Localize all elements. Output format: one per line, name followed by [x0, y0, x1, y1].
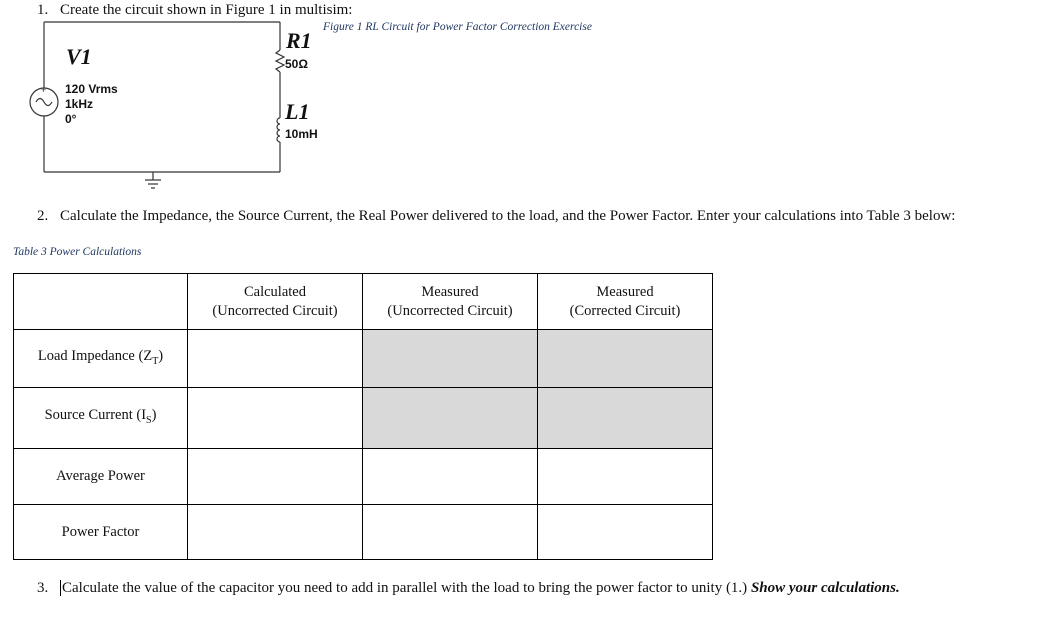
row-label-load-impedance: Load Impedance $(Z_T)$ — [14, 330, 188, 388]
question-2-number: 2. — [37, 208, 49, 224]
table-caption: Table 3 Power Calculations — [13, 246, 142, 258]
cell-impedance-measured-corrected — [538, 330, 713, 388]
figure-caption: Figure 1 RL Circuit for Power Factor Correction Exercise — [323, 21, 592, 33]
inductor-symbol — [277, 118, 280, 142]
cell-pf-measured-corrected[interactable] — [538, 505, 713, 560]
table-header-row — [14, 274, 713, 330]
resistor-name: R1 — [286, 28, 312, 53]
cell-impedance-measured-uncorrected — [363, 330, 538, 388]
resistor-symbol — [276, 50, 284, 72]
table-row — [14, 449, 713, 505]
cell-impedance-calculated[interactable] — [188, 330, 363, 388]
source-values — [65, 82, 118, 127]
cell-power-calculated[interactable] — [188, 449, 363, 505]
source-voltage: 120 Vrms — [65, 82, 118, 96]
question-3-number: 3. — [37, 580, 49, 596]
cell-pf-measured-uncorrected[interactable] — [363, 505, 538, 560]
question-2-text: Calculate the Impedance, the Source Current, the Real Power delivered to the load, and the Power Factor. Enter your calculations into Table 3 below: — [60, 208, 956, 224]
source-frequency: 1kHz — [65, 97, 94, 111]
cell-power-measured-uncorrected[interactable] — [363, 449, 538, 505]
table-row — [14, 388, 713, 449]
question-1-text: Create the circuit shown in Figure 1 in multisim: — [60, 2, 353, 18]
inductor-name: L1 — [285, 99, 310, 124]
header-measured-uncorrected: Measured (Uncorrected Circuit) — [363, 274, 538, 330]
question-1-number: 1. — [37, 2, 49, 18]
inductor-value: 10mH — [285, 127, 318, 141]
table-row — [14, 330, 713, 388]
table-row — [14, 505, 713, 560]
header-empty-cell — [14, 274, 188, 330]
source-phase: 0° — [65, 112, 77, 126]
source-minus-sign: − — [41, 111, 47, 121]
source-plus-sign: + — [41, 85, 47, 95]
cell-current-measured-uncorrected — [363, 388, 538, 449]
header-calculated-uncorrected: Calculated (Uncorrected Circuit) — [188, 274, 363, 330]
row-label-average-power: Average Power — [14, 449, 188, 505]
sine-wave-icon — [36, 99, 52, 106]
question-3 — [37, 580, 900, 597]
question-3-text: Calculate the value of the capacitor you need to add in parallel with the load to bring the power factor to unity (1.) — [62, 580, 751, 596]
header-measured-corrected: Measured (Corrected Circuit) — [538, 274, 713, 330]
cell-pf-calculated[interactable] — [188, 505, 363, 560]
cell-power-measured-corrected[interactable] — [538, 449, 713, 505]
row-label-source-current: Source Current $(I_S)$ — [14, 388, 188, 449]
question-2 — [37, 208, 955, 225]
source-name: V1 — [66, 44, 92, 69]
cell-current-calculated[interactable] — [188, 388, 363, 449]
cell-current-measured-corrected — [538, 388, 713, 449]
resistor-value: 50Ω — [285, 57, 308, 71]
power-calculations-table — [13, 273, 713, 560]
row-label-power-factor: Power Factor — [14, 505, 188, 560]
question-3-emphasis: Show your calculations. — [750, 580, 900, 596]
